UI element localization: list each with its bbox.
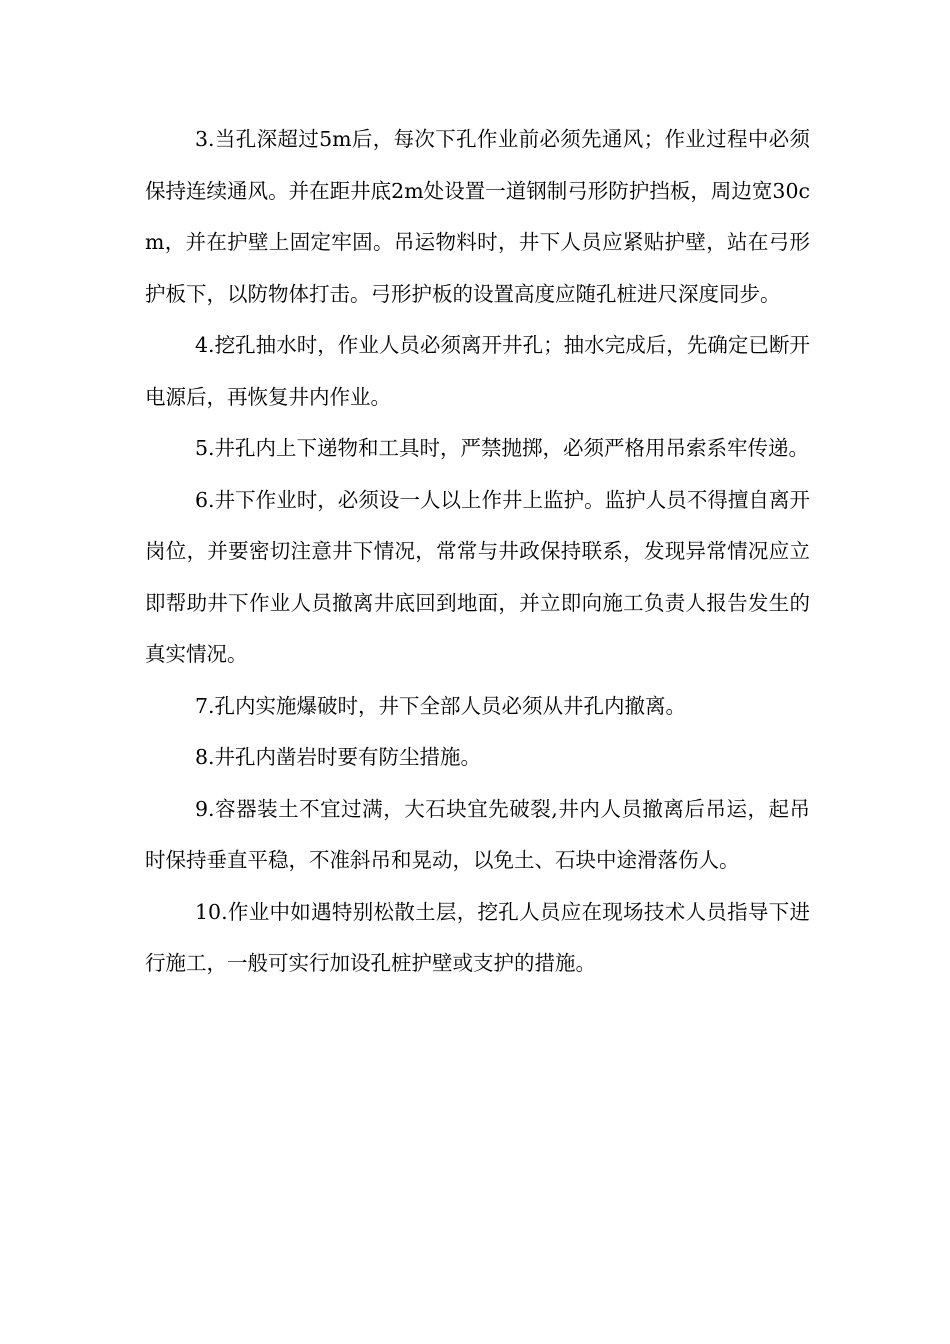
document-body bbox=[145, 114, 810, 990]
paragraph-item-10: 10.作业中如遇特别松散土层，挖孔人员应在现场技术人员指导下进行施工，一般可实行加设孔桩护壁或支护的措施。 bbox=[145, 899, 810, 975]
paragraph-item-6: 6.井下作业时，必须设一人以上作井上监护。监护人员不得擅自离开岗位，并要密切注意井下情况，常常与井政保持联系，发现异常情况应立即帮助井下作业人员撤离井底回到地面，并立即向施工负责人报告发生的真实情况。 bbox=[145, 487, 810, 666]
paragraph-item-3: 3.当孔深超过5m后，每次下孔作业前必须先通风；作业过程中必须保持连续通风。并在距井底2m处设置一道钢制弓形防护挡板，周边宽30cm，并在护壁上固定牢固。吊运物料时，井下人员应紧贴护壁，站在弓形护板下，以防物体打击。弓形护板的设置高度应随孔桩进尺深度同步。 bbox=[145, 127, 810, 306]
paragraph-item-5: 5.井孔内上下递物和工具时，严禁抛掷，必须严格用吊索系牢传递。 bbox=[195, 436, 810, 460]
paragraph-item-4: 4.挖孔抽水时，作业人员必须离开井孔；抽水完成后，先确定已断开电源后，再恢复井内作业。 bbox=[145, 333, 810, 409]
paragraph-item-9: 9.容器装土不宜过满，大石块宜先破裂,井内人员撤离后吊运，起吊时保持垂直平稳，不准斜吊和晃动，以免土、石块中途滑落伤人。 bbox=[145, 796, 810, 872]
paragraph-item-8: 8.井孔内凿岩时要有防尘措施。 bbox=[195, 745, 482, 769]
paragraph-item-7: 7.孔内实施爆破时，井下全部人员必须从井孔内撤离。 bbox=[195, 693, 687, 718]
